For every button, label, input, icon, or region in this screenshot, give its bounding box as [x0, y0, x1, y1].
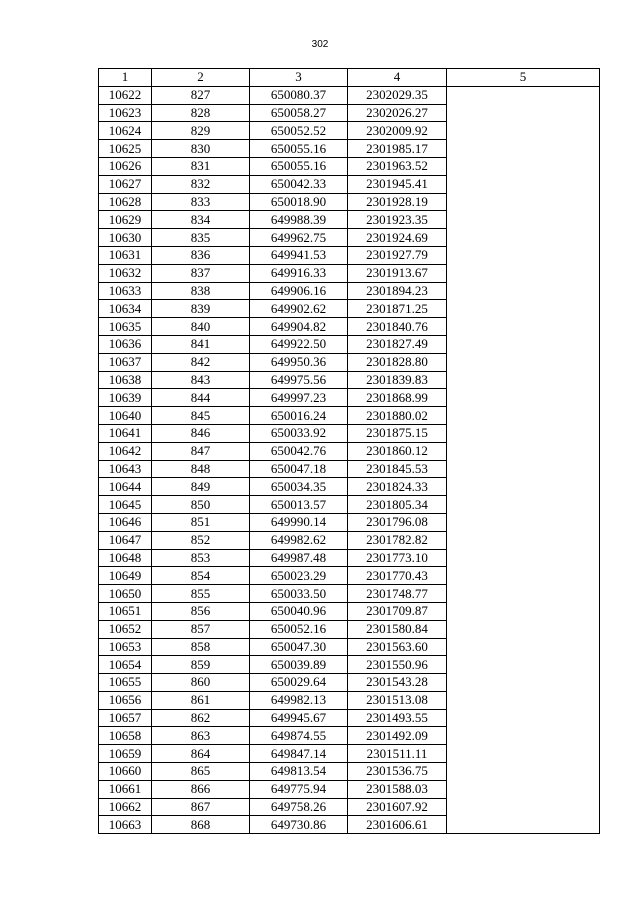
cell-vertex-number: 831	[152, 157, 250, 175]
cell-vertex-number: 833	[152, 193, 250, 211]
cell-point-number: 10627	[99, 175, 152, 193]
cell-y-coordinate: 2301773.10	[348, 549, 447, 567]
cell-x-coordinate: 649906.16	[250, 282, 348, 300]
cell-point-number: 10638	[99, 371, 152, 389]
cell-y-coordinate: 2301563.60	[348, 638, 447, 656]
cell-vertex-number: 865	[152, 763, 250, 781]
cell-vertex-number: 858	[152, 638, 250, 656]
column-header-1: 1	[99, 69, 152, 87]
cell-x-coordinate: 649916.33	[250, 264, 348, 282]
cell-vertex-number: 862	[152, 709, 250, 727]
cell-y-coordinate: 2301709.87	[348, 602, 447, 620]
column-header-4: 4	[348, 69, 447, 87]
cell-x-coordinate: 650042.33	[250, 175, 348, 193]
cell-x-coordinate: 649945.67	[250, 709, 348, 727]
cell-y-coordinate: 2301871.25	[348, 300, 447, 318]
cell-point-number: 10636	[99, 335, 152, 353]
cell-x-coordinate: 649904.82	[250, 318, 348, 336]
cell-x-coordinate: 650016.24	[250, 407, 348, 425]
cell-vertex-number: 864	[152, 745, 250, 763]
cell-y-coordinate: 2301875.15	[348, 424, 447, 442]
cell-point-number: 10655	[99, 674, 152, 692]
cell-point-number: 10646	[99, 513, 152, 531]
cell-point-number: 10629	[99, 211, 152, 229]
cell-point-number: 10641	[99, 424, 152, 442]
cell-point-number: 10623	[99, 104, 152, 122]
cell-vertex-number: 846	[152, 424, 250, 442]
cell-vertex-number: 845	[152, 407, 250, 425]
cell-y-coordinate: 2302029.35	[348, 86, 447, 104]
cell-x-coordinate: 650042.76	[250, 442, 348, 460]
cell-vertex-number: 863	[152, 727, 250, 745]
cell-y-coordinate: 2301913.67	[348, 264, 447, 282]
cell-vertex-number: 857	[152, 620, 250, 638]
cell-vertex-number: 835	[152, 229, 250, 247]
cell-point-number: 10662	[99, 798, 152, 816]
cell-y-coordinate: 2301828.80	[348, 353, 447, 371]
cell-vertex-number: 844	[152, 389, 250, 407]
cell-x-coordinate: 649997.23	[250, 389, 348, 407]
cell-vertex-number: 867	[152, 798, 250, 816]
cell-point-number: 10631	[99, 246, 152, 264]
cell-y-coordinate: 2301796.08	[348, 513, 447, 531]
cell-x-coordinate: 649941.53	[250, 246, 348, 264]
cell-x-coordinate: 649922.50	[250, 335, 348, 353]
cell-y-coordinate: 2301928.19	[348, 193, 447, 211]
cell-point-number: 10647	[99, 531, 152, 549]
cell-point-number: 10624	[99, 122, 152, 140]
cell-point-number: 10640	[99, 407, 152, 425]
cell-y-coordinate: 2301840.76	[348, 318, 447, 336]
cell-x-coordinate: 650047.30	[250, 638, 348, 656]
cell-vertex-number: 860	[152, 674, 250, 692]
cell-y-coordinate: 2301945.41	[348, 175, 447, 193]
table-header	[99, 69, 600, 87]
page-number: 302	[311, 39, 329, 50]
cell-vertex-number: 850	[152, 496, 250, 514]
cell-column-5	[447, 86, 600, 833]
cell-y-coordinate: 2301748.77	[348, 585, 447, 603]
cell-y-coordinate: 2302009.92	[348, 122, 447, 140]
cell-y-coordinate: 2301824.33	[348, 478, 447, 496]
cell-vertex-number: 840	[152, 318, 250, 336]
cell-point-number: 10626	[99, 157, 152, 175]
cell-x-coordinate: 650023.29	[250, 567, 348, 585]
cell-x-coordinate: 650033.50	[250, 585, 348, 603]
cell-vertex-number: 851	[152, 513, 250, 531]
cell-vertex-number: 847	[152, 442, 250, 460]
cell-y-coordinate: 2301845.53	[348, 460, 447, 478]
cell-point-number: 10661	[99, 780, 152, 798]
cell-x-coordinate: 650040.96	[250, 602, 348, 620]
cell-x-coordinate: 650039.89	[250, 656, 348, 674]
table-row	[99, 86, 600, 104]
coordinates-table	[98, 68, 600, 834]
cell-y-coordinate: 2301550.96	[348, 656, 447, 674]
cell-point-number: 10656	[99, 691, 152, 709]
cell-point-number: 10653	[99, 638, 152, 656]
cell-vertex-number: 842	[152, 353, 250, 371]
cell-y-coordinate: 2302026.27	[348, 104, 447, 122]
cell-x-coordinate: 649962.75	[250, 229, 348, 247]
cell-x-coordinate: 650058.27	[250, 104, 348, 122]
cell-vertex-number: 853	[152, 549, 250, 567]
column-header-5: 5	[447, 69, 600, 87]
cell-x-coordinate: 650029.64	[250, 674, 348, 692]
cell-vertex-number: 839	[152, 300, 250, 318]
cell-point-number: 10622	[99, 86, 152, 104]
cell-vertex-number: 852	[152, 531, 250, 549]
table-body	[99, 86, 600, 833]
cell-point-number: 10632	[99, 264, 152, 282]
cell-x-coordinate: 649847.14	[250, 745, 348, 763]
cell-y-coordinate: 2301588.03	[348, 780, 447, 798]
cell-x-coordinate: 649990.14	[250, 513, 348, 531]
cell-x-coordinate: 650052.52	[250, 122, 348, 140]
column-header-3: 3	[250, 69, 348, 87]
cell-point-number: 10644	[99, 478, 152, 496]
cell-y-coordinate: 2301493.55	[348, 709, 447, 727]
cell-x-coordinate: 649874.55	[250, 727, 348, 745]
cell-x-coordinate: 649988.39	[250, 211, 348, 229]
cell-point-number: 10651	[99, 602, 152, 620]
cell-y-coordinate: 2301927.79	[348, 246, 447, 264]
cell-vertex-number: 829	[152, 122, 250, 140]
cell-x-coordinate: 649950.36	[250, 353, 348, 371]
cell-vertex-number: 859	[152, 656, 250, 674]
cell-x-coordinate: 650052.16	[250, 620, 348, 638]
cell-y-coordinate: 2301805.34	[348, 496, 447, 514]
cell-point-number: 10663	[99, 816, 152, 834]
cell-y-coordinate: 2301839.83	[348, 371, 447, 389]
cell-vertex-number: 849	[152, 478, 250, 496]
cell-x-coordinate: 649813.54	[250, 763, 348, 781]
header-row	[99, 69, 600, 87]
cell-vertex-number: 843	[152, 371, 250, 389]
cell-vertex-number: 828	[152, 104, 250, 122]
cell-point-number: 10654	[99, 656, 152, 674]
cell-x-coordinate: 650055.16	[250, 157, 348, 175]
cell-point-number: 10645	[99, 496, 152, 514]
cell-vertex-number: 838	[152, 282, 250, 300]
cell-x-coordinate: 650018.90	[250, 193, 348, 211]
cell-x-coordinate: 649775.94	[250, 780, 348, 798]
cell-vertex-number: 856	[152, 602, 250, 620]
cell-x-coordinate: 649758.26	[250, 798, 348, 816]
cell-point-number: 10650	[99, 585, 152, 603]
cell-point-number: 10637	[99, 353, 152, 371]
cell-point-number: 10657	[99, 709, 152, 727]
cell-point-number: 10660	[99, 763, 152, 781]
cell-point-number: 10628	[99, 193, 152, 211]
cell-vertex-number: 841	[152, 335, 250, 353]
cell-vertex-number: 854	[152, 567, 250, 585]
cell-vertex-number: 866	[152, 780, 250, 798]
cell-x-coordinate: 649982.62	[250, 531, 348, 549]
cell-y-coordinate: 2301868.99	[348, 389, 447, 407]
cell-vertex-number: 868	[152, 816, 250, 834]
cell-point-number: 10625	[99, 140, 152, 158]
cell-point-number: 10642	[99, 442, 152, 460]
cell-y-coordinate: 2301511.11	[348, 745, 447, 763]
cell-y-coordinate: 2301606.61	[348, 816, 447, 834]
cell-x-coordinate: 649730.86	[250, 816, 348, 834]
cell-point-number: 10639	[99, 389, 152, 407]
cell-y-coordinate: 2301924.69	[348, 229, 447, 247]
cell-y-coordinate: 2301827.49	[348, 335, 447, 353]
cell-vertex-number: 855	[152, 585, 250, 603]
cell-vertex-number: 834	[152, 211, 250, 229]
cell-point-number: 10648	[99, 549, 152, 567]
cell-y-coordinate: 2301536.75	[348, 763, 447, 781]
cell-x-coordinate: 649987.48	[250, 549, 348, 567]
cell-y-coordinate: 2301894.23	[348, 282, 447, 300]
cell-point-number: 10652	[99, 620, 152, 638]
cell-x-coordinate: 649975.56	[250, 371, 348, 389]
cell-y-coordinate: 2301963.52	[348, 157, 447, 175]
cell-y-coordinate: 2301860.12	[348, 442, 447, 460]
cell-x-coordinate: 650034.35	[250, 478, 348, 496]
cell-x-coordinate: 649902.62	[250, 300, 348, 318]
cell-y-coordinate: 2301923.35	[348, 211, 447, 229]
cell-y-coordinate: 2301492.09	[348, 727, 447, 745]
cell-x-coordinate: 650055.16	[250, 140, 348, 158]
cell-vertex-number: 836	[152, 246, 250, 264]
cell-y-coordinate: 2301880.02	[348, 407, 447, 425]
cell-point-number: 10659	[99, 745, 152, 763]
cell-point-number: 10649	[99, 567, 152, 585]
cell-x-coordinate: 650013.57	[250, 496, 348, 514]
cell-y-coordinate: 2301543.28	[348, 674, 447, 692]
cell-x-coordinate: 650047.18	[250, 460, 348, 478]
cell-y-coordinate: 2301580.84	[348, 620, 447, 638]
cell-vertex-number: 827	[152, 86, 250, 104]
cell-y-coordinate: 2301513.08	[348, 691, 447, 709]
cell-x-coordinate: 650080.37	[250, 86, 348, 104]
cell-vertex-number: 832	[152, 175, 250, 193]
cell-point-number: 10634	[99, 300, 152, 318]
cell-point-number: 10635	[99, 318, 152, 336]
cell-vertex-number: 837	[152, 264, 250, 282]
cell-vertex-number: 861	[152, 691, 250, 709]
cell-point-number: 10630	[99, 229, 152, 247]
cell-vertex-number: 848	[152, 460, 250, 478]
cell-y-coordinate: 2301770.43	[348, 567, 447, 585]
cell-x-coordinate: 649982.13	[250, 691, 348, 709]
cell-y-coordinate: 2301782.82	[348, 531, 447, 549]
cell-y-coordinate: 2301607.92	[348, 798, 447, 816]
cell-point-number: 10658	[99, 727, 152, 745]
column-header-2: 2	[152, 69, 250, 87]
cell-y-coordinate: 2301985.17	[348, 140, 447, 158]
cell-point-number: 10643	[99, 460, 152, 478]
cell-x-coordinate: 650033.92	[250, 424, 348, 442]
cell-point-number: 10633	[99, 282, 152, 300]
cell-vertex-number: 830	[152, 140, 250, 158]
